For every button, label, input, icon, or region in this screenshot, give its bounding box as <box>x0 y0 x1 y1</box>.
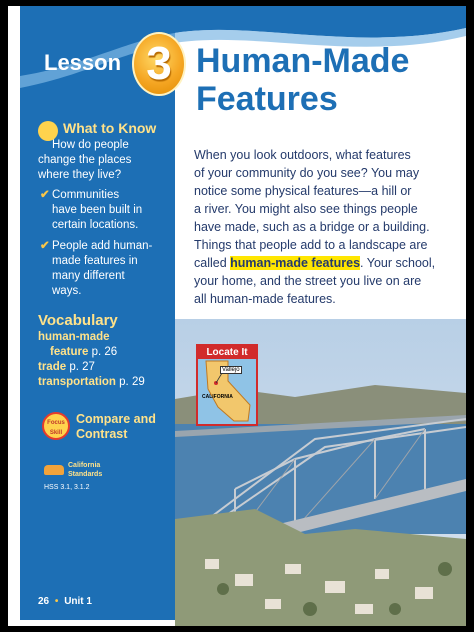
textbook-page <box>8 6 466 626</box>
vocabulary-heading: Vocabulary <box>38 312 118 329</box>
locate-it-map <box>196 344 258 426</box>
page-number: 26 <box>38 596 50 607</box>
checkmark-icon: ✔ <box>40 189 50 201</box>
what-to-know-heading: What to Know <box>63 120 157 136</box>
body-paragraph: When you look outdoors, what features of your community do you see? You may notice some physical features—a hill or a river. You might also see things people have made, such as a bridge or a building. Things that people add to a landscape are called human-made features. Your school, your home, and the street you live on are all human-made features. <box>194 148 436 306</box>
locate-it-heading: Locate It <box>198 346 256 359</box>
lesson-label: Lesson <box>44 50 122 75</box>
page-title <box>196 42 456 118</box>
vocabulary-list <box>38 330 145 390</box>
focus-skill-icon: Focus Skill <box>42 412 70 440</box>
lesson-number-badge <box>132 32 186 96</box>
page-footer <box>38 596 92 607</box>
map-state-label: CALIFORNIA <box>202 394 233 400</box>
vocab-highlight[interactable]: human-made features <box>230 256 361 270</box>
standards-label: California Standards <box>68 462 103 478</box>
what-to-know-question: How do people change the places where they live? <box>38 139 132 181</box>
checkmark-icon: ✔ <box>40 240 50 252</box>
vocab-item: feature p. 26 <box>50 346 118 358</box>
vocab-item: transportation p. 29 <box>38 376 145 388</box>
title-line-2: Features <box>196 80 338 118</box>
skill-title: Compare and Contrast <box>76 412 156 441</box>
standards-codes: HSS 3.1, 3.1.2 <box>44 484 90 491</box>
map-city-label: Vallejo <box>222 367 240 373</box>
list-item: ✔ Communities have been built in certain locations. <box>40 189 143 231</box>
vocab-item: human-made <box>38 331 110 343</box>
title-line-1: Human-Made <box>196 42 410 80</box>
lesson-number: 3 <box>146 37 172 89</box>
list-item: ✔ People add human- made features in many different ways. <box>40 240 153 297</box>
unit-label: Unit 1 <box>64 596 92 607</box>
vocab-item: trade p. 27 <box>38 361 95 373</box>
footer-bullet: • <box>54 596 59 607</box>
bullet-list <box>40 188 152 299</box>
california-bear-icon <box>44 465 64 475</box>
